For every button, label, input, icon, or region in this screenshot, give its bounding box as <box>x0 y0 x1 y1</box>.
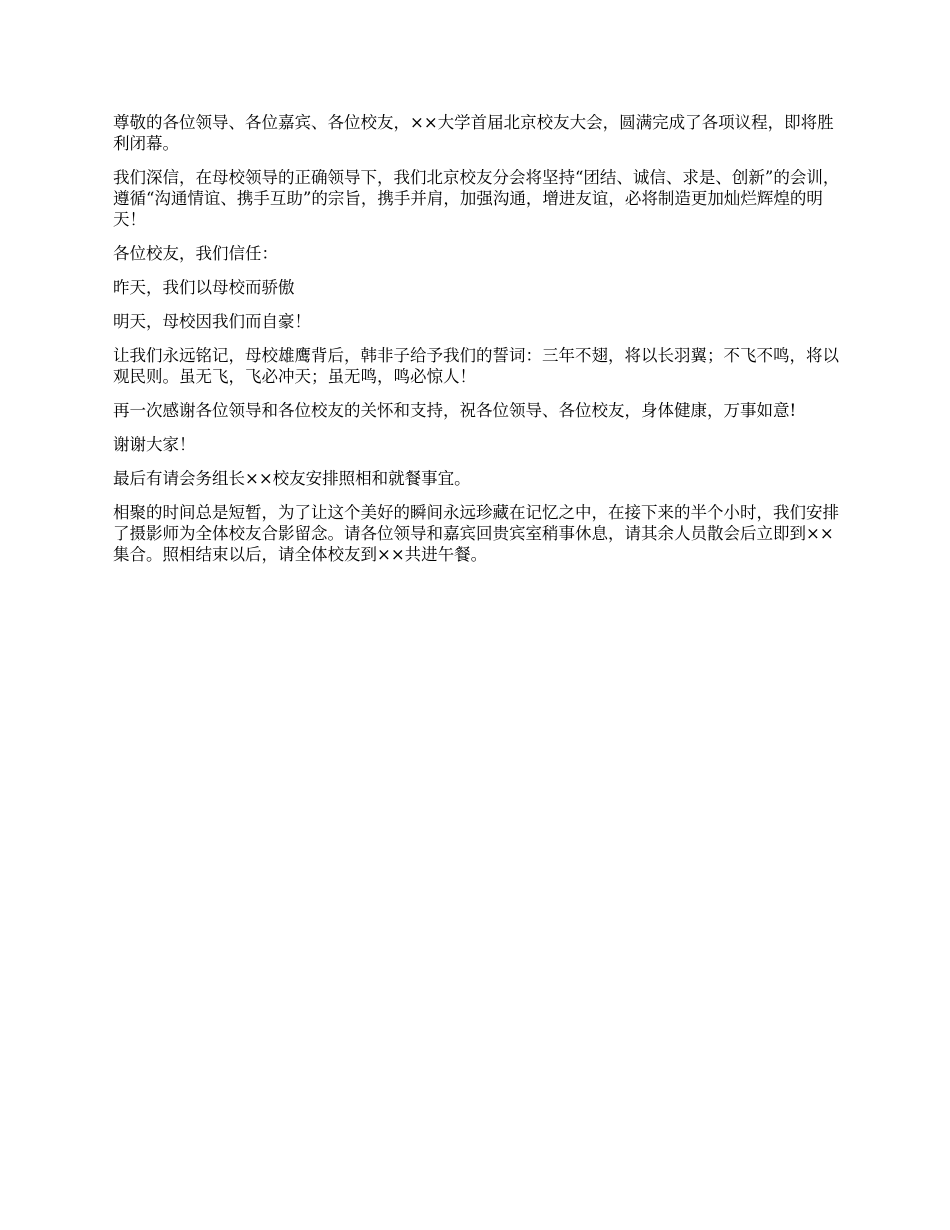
document-page <box>113 112 841 578</box>
paragraph-thanks-wishes: 再一次感谢各位领导和各位校友的关怀和支持，祝各位领导、各位校友，身体健康，万事如意! <box>113 401 797 420</box>
paragraph-photo-arrangement: 相聚的时间总是短暂，为了让这个美好的瞬间永远珍藏在记忆之中，在接下来的半个小时，我们安排了摄影师为全体校友合影留念。请各位领导和嘉宾回贵宾室稍事休息，请其余人员散会后立即到××集合。照相结束以后，请全体校友到××共进午餐。 <box>113 503 839 564</box>
paragraph-invitation: 最后有请会务组长××校友安排照相和就餐事宜。 <box>113 469 471 488</box>
paragraph-motto: 让我们永远铭记，母校雄鹰背后，韩非子给予我们的誓词：三年不翅，将以长羽翼；不飞不鸣，将以观民则。虽无飞，飞必冲天；虽无鸣，鸣必惊人！ <box>113 346 839 386</box>
paragraph-belief: 我们深信，在母校领导的正确领导下，我们北京校友分会将坚持“团结、诚信、求是、创新”的会训，遵循“沟通情谊、携手互助”的宗旨，携手并肩，加强沟通，增进友谊，必将制造更加灿烂辉煌的明天！ <box>113 168 840 229</box>
paragraph-greeting: 尊敬的各位领导、各位嘉宾、各位校友，××大学首届北京校友大会，圆满完成了各项议程，即将胜利闭幕。 <box>113 113 834 153</box>
paragraph-thank-you: 谢谢大家！ <box>113 435 196 454</box>
paragraph-yesterday: 昨天，我们以母校而骄傲 <box>113 278 295 297</box>
paragraph-trust-intro: 各位校友，我们信任： <box>113 244 278 263</box>
paragraph-tomorrow: 明天，母校因我们而自豪！ <box>113 312 311 331</box>
